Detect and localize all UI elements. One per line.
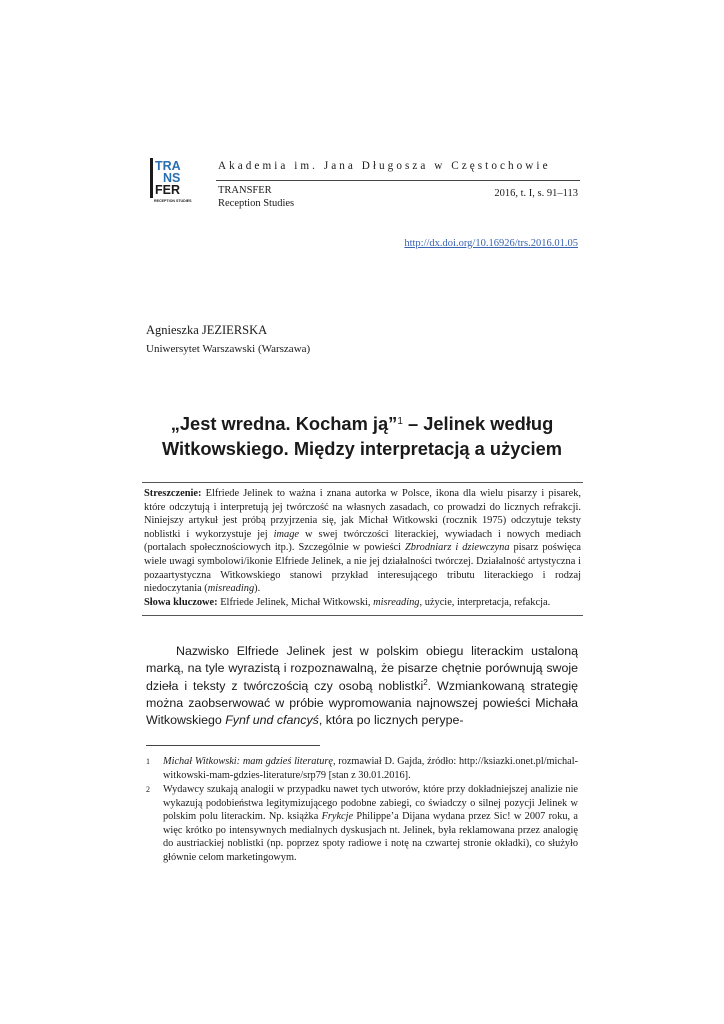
title-part-1: „Jest wredna. Kocham ją”	[170, 413, 398, 434]
keywords-label: Słowa kluczowe:	[144, 596, 218, 608]
keywords-text: Elfriede Jelinek, Michał Witkowski,	[217, 596, 374, 608]
footnote-number: 1	[146, 757, 150, 766]
keywords-italic: misreading	[373, 596, 420, 608]
logo-caption: RECEPTION STUDIES	[154, 199, 192, 203]
institution-name: Akademia im. Jana Długosza w Częstochowie	[218, 160, 551, 172]
footnote-divider	[146, 745, 320, 746]
footnote-1	[146, 755, 578, 782]
body-italic: Fynf und cfancyś	[225, 713, 319, 728]
footnote-text	[163, 783, 578, 865]
footnote-span: , rozmawiał D. Gajda, źródło: http://ksiazki.onet.pl/michal-witkowski-mam-gdzies-literature/srp79 [stan z 30.01.2016].	[163, 756, 578, 781]
title-part-2: – Jelinek według Witkowskiego. Między interpretacją a użyciem	[161, 413, 563, 459]
article-title	[140, 409, 584, 461]
journal-logo	[150, 158, 192, 204]
footnote-span: Philippe’a Dijana wydana przez Sic! w 2007 roku, a więc krótko po intensywnych medialnych dyskusjach nt. Jelinek, była reklamowana przez analogię do austriackiej noblistki (np. poprzez spoty radiowe i notę na czwartej stronie okładki), co służyło głównie celom marketingowym.	[163, 811, 578, 863]
header-divider	[216, 180, 580, 181]
journal-subtitle: Reception Studies	[218, 198, 295, 209]
journal-info	[218, 184, 294, 210]
abstract-text: pisarz poświęca wiele uwagi symbolowi/ikonie Elfriede Jelinek, a nie jej działalności twórczej. Działalność artystyczna i pozaartystyczna Witkowskiego stanowi przykład interesującego tributu literackiego i rodzaj niedoczytania (	[144, 542, 581, 595]
body-text: Nazwisko Elfriede Jelinek jest w polskim obiegu literackim ustaloną marką, na tyle wyrazistą i rozpoznawalną, że pisarze chętnie porównują swoje dzieła i teksty z twórczością czy osobą noblistki	[146, 644, 578, 693]
footnote-span: Wydawcy szukają analogii w przypadku nawet tych utworów, które przy dokładniejszej analizie nie wykazują podobieństwa legitymizującego podobne zabiegi, co świadczy o silnej pozycji Jelinek w polskim polu literackim. Np. książka	[163, 784, 578, 823]
footnote-text	[163, 755, 578, 782]
logo-text-3: FER	[155, 183, 180, 197]
author-affiliation: Uniwersytet Warszawski (Warszawa)	[146, 343, 311, 355]
author-name: Agnieszka JEZIERSKA	[146, 323, 268, 337]
keywords-paragraph	[144, 596, 581, 610]
abstract-text: Elfriede Jelinek to ważna i znana autorka w Polsce, ikona dla wielu pisarzy i pisarek, które odczytują i interpretują jej twórczość na własnych zasadach, co prowadzi do licznych refrakcji. Niniejszy artykuł jest próbą przyjrzenia się, jak Michał Witkowski (rocznik 1975) odczytuje teksty noblistki i wykorzystuje jej	[144, 488, 581, 540]
body-footnote-ref[interactable]: 2	[423, 677, 428, 687]
footnote-italic: Frykcje	[321, 811, 354, 823]
keywords-text: , użycie, interpretacja, refakcja.	[419, 596, 551, 608]
abstract-italic: Zbrodniarz i dziewczyna	[405, 542, 510, 554]
journal-name: TRANSFER	[218, 185, 272, 196]
abstract-paragraph	[144, 487, 581, 596]
abstract-italic: image	[273, 528, 300, 540]
body-text: . Wzmiankowaną strategię można zaobserwować w próbie wypromowania najnowszej powieści Michała Witkowskiego	[146, 678, 578, 728]
footnote-italic: Michał Witkowski: mam gdzieś literaturę	[163, 756, 333, 767]
footnote-number: 2	[146, 785, 150, 794]
abstract-box	[142, 482, 583, 616]
logo-text-1: TRA	[155, 159, 181, 173]
abstract-label: Streszczenie:	[144, 488, 202, 499]
body-paragraph	[146, 643, 578, 729]
volume-pages: 2016, t. I, s. 91–113	[494, 188, 578, 199]
doi-link[interactable]: http://dx.doi.org/10.16926/trs.2016.01.05	[404, 238, 578, 249]
body-text: , która po licznych perype-	[318, 713, 464, 728]
abstract-italic: misreading	[207, 583, 255, 595]
abstract-text: ).	[254, 583, 261, 595]
logo-text-2: NS	[163, 171, 181, 185]
footnote-2	[146, 783, 578, 865]
title-footnote-ref[interactable]: 1	[397, 416, 403, 427]
abstract-text: w swej twórczości literackiej, wywiadach i nowych mediach (portalach społecznościowych itp.). Szczególnie w powieści	[144, 528, 581, 554]
